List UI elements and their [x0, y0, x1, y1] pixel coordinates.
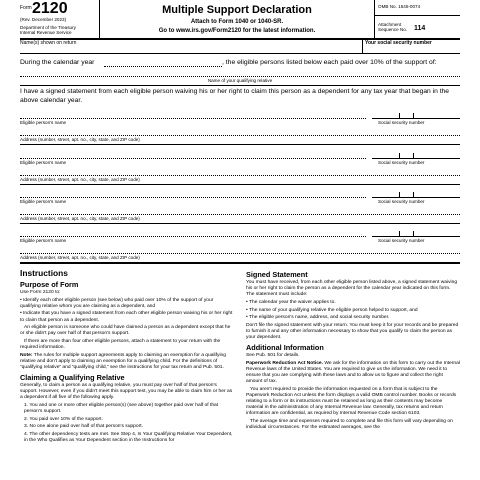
agency: Internal Revenue Service: [20, 30, 72, 35]
name-field-label: Name(s) shown on return: [20, 40, 77, 46]
eligible-ssn-input-1[interactable]: [372, 111, 460, 119]
attach-instruction: Attach to Form 1040 or 1040-SR.: [190, 19, 284, 25]
website-instruction: Go to www.irs.gov/Form2120 for the latest information.: [158, 28, 316, 34]
instructions-title: Instructions: [20, 268, 68, 278]
signed-statement-title: Signed Statement: [246, 270, 308, 279]
eligible-address-label: Address (number, street, apt. no., city, state, and ZIP code): [20, 177, 140, 182]
sequence-label: Sequence No.: [378, 27, 408, 32]
pra-label: Paperwork Reduction Act Notice.: [246, 360, 323, 366]
ssn-input[interactable]: [364, 46, 460, 53]
note-paragraph: [20, 353, 234, 371]
calendar-year-input[interactable]: [104, 59, 222, 67]
signed-statement-text: You must have received, from each other eligible person listed above, a signed statement waiving his or her right to claim the person as a dependent for the calendar year indicated on this form. The statement must include:: [246, 280, 458, 298]
form-title: Multiple Support Declaration: [162, 4, 312, 16]
eligible-ssn-label: Social security number: [378, 160, 425, 165]
eligible-ssn-label: Social security number: [378, 199, 425, 204]
pra-text: We ask for the information on this form to carry out the Internal Revenue laws of the United States. You are required to give us the information. We need it to ensure that you are complying with these laws and to allow us to figure and collect the right amount of tax.: [246, 360, 460, 385]
eligible-name-input-4[interactable]: [20, 229, 366, 237]
pra-notice: [246, 361, 460, 385]
instructions-column: [20, 266, 234, 446]
eligible-name-label: Eligible person's name: [20, 199, 67, 204]
more-than-four: If there are more than four other eligible persons, attach a statement to your return with the required information.: [20, 339, 221, 351]
sequence-number: 114: [414, 25, 426, 32]
revision-date: (Rev. December 2023): [20, 17, 67, 22]
eligible-address-label: Address (number, street, apt. no., city, state, and ZIP code): [20, 255, 140, 260]
eligible-address-input-2[interactable]: [20, 168, 460, 176]
calendar-prefix: During the calendar year: [20, 59, 95, 66]
eligible-address-input-1[interactable]: [20, 128, 460, 136]
signed-bullet: • The eligible person's name, address, and social security number.: [246, 315, 390, 321]
eligible-name-label: Eligible person's name: [20, 238, 67, 243]
use-form-text: Use Form 2120 to:: [20, 290, 61, 295]
eligible-address-input-4[interactable]: [20, 246, 460, 254]
eligible-ssn-label: Social security number: [378, 238, 425, 243]
note-text: The rules for multiple support agreements apply to claiming an exemption for a qualifying relative and don't apply to claiming an exemption for a qualifying child. For the definitions of “qualifying relative” and “qualifying child,” see the instructions for your tax return and Pub. 501.: [20, 352, 226, 370]
condition-item: 4. The other dependency tests are met. See Step 4, Is Your Qualifying Relative Your Dependent, in the Who Qualifies as Your Dependent section in the Instructions for: [24, 432, 233, 444]
purpose-title: Purpose of Form: [20, 280, 79, 289]
ssn-field-label: Your social security number: [365, 40, 432, 46]
additional-info-title: Additional Information: [246, 343, 324, 353]
eligible-definition: An eligible person is someone who could have claimed a person as a dependent except that he or she didn't pay over half of that person's support.: [20, 325, 231, 337]
qualifying-relative-input[interactable]: [20, 70, 460, 77]
eligible-name-input-3[interactable]: [20, 190, 366, 198]
claiming-title: Claiming a Qualifying Relative: [20, 373, 125, 383]
purpose-bullet: • Indicate that you have a signed statement from each other eligible person waiving his or her right to claim that person as a dependent.: [20, 311, 233, 323]
additional-info-text: See Pub. 501 for details.: [246, 353, 300, 359]
eligible-address-label: Address (number, street, apt. no., city, state, and ZIP code): [20, 216, 140, 221]
eligible-name-label: Eligible person's name: [20, 160, 67, 165]
eligible-ssn-label: Social security number: [378, 120, 425, 125]
condition-item: 3. No one alone paid over half of that person's support.: [24, 424, 143, 430]
eligible-ssn-input-4[interactable]: [372, 229, 460, 237]
form-label: Form: [20, 5, 32, 11]
eligible-address-label: Address (number, street, apt. no., city, state, and ZIP code): [20, 137, 140, 142]
waiver-statement: I have a signed statement from each eligible person waiving his or her right to claim this person as a dependent for any tax year that began in the above calendar year.: [20, 88, 449, 104]
eligible-address-input-3[interactable]: [20, 207, 460, 215]
eligible-ssn-input-2[interactable]: [372, 151, 460, 159]
signed-bullet: • The name of your qualifying relative the eligible person helped to support, and: [246, 307, 418, 313]
qualifying-relative-label: Name of your qualifying relative: [207, 78, 273, 83]
omb-number: OMB No. 1545-0074: [378, 4, 421, 9]
eligible-name-input-2[interactable]: [20, 151, 366, 159]
form-number: 2120: [32, 0, 68, 17]
eligible-name-input-1[interactable]: [20, 111, 366, 119]
name-input[interactable]: [20, 46, 360, 53]
signed-bullet: • The calendar year the waiver applies to.: [246, 299, 336, 305]
eligible-ssn-input-3[interactable]: [372, 190, 460, 198]
signed-statement-column: [246, 266, 460, 433]
note-label: Note:: [20, 352, 33, 358]
claiming-text: Generally, to claim a person as a qualifying relative, you must pay over half of that person's support. However, even if you didn't meet this support test, you may be able to claim him or her as a dependent if all five of the following apply.: [20, 383, 233, 401]
department: Department of the Treasury: [20, 25, 76, 30]
keep-records-text: Don't file the signed statement with your return. You must keep it for your records and be prepared to furnish it and any other information necessary to show that you qualify to claim the person as your dependent.: [246, 322, 459, 341]
pra-paragraph: You aren't required to provide the information requested on a form that is subject to the Paperwork Reduction Act unless the form displays a valid OMB control number. Books or records relating to a form or its instructions must be retained as long as their contents may become material in the administration of any Internal Revenue law. Generally, tax returns and return information are confidential, as required by Internal Revenue Code section 6103.: [246, 386, 457, 417]
purpose-bullet: • Identify each other eligible person (see below) who paid over 10% of the support of your qualifying relative whom you are claiming as a dependent, and: [20, 297, 214, 309]
calendar-suffix: , the eligible persons listed below each paid over 10% of the support of:: [222, 59, 437, 66]
attachment-label: Attachment: [378, 22, 402, 27]
condition-item: 1. You and one or more other eligible person(s) (see above) together paid over half of that person's support.: [24, 402, 219, 415]
eligible-name-label: Eligible person's name: [20, 120, 67, 125]
pra-paragraph: The average time and expenses required to complete and file this form will vary depending on individual circumstances. For the estimated averages, see the: [246, 418, 453, 431]
condition-item: 2. You paid over 10% of the support.: [24, 416, 103, 422]
